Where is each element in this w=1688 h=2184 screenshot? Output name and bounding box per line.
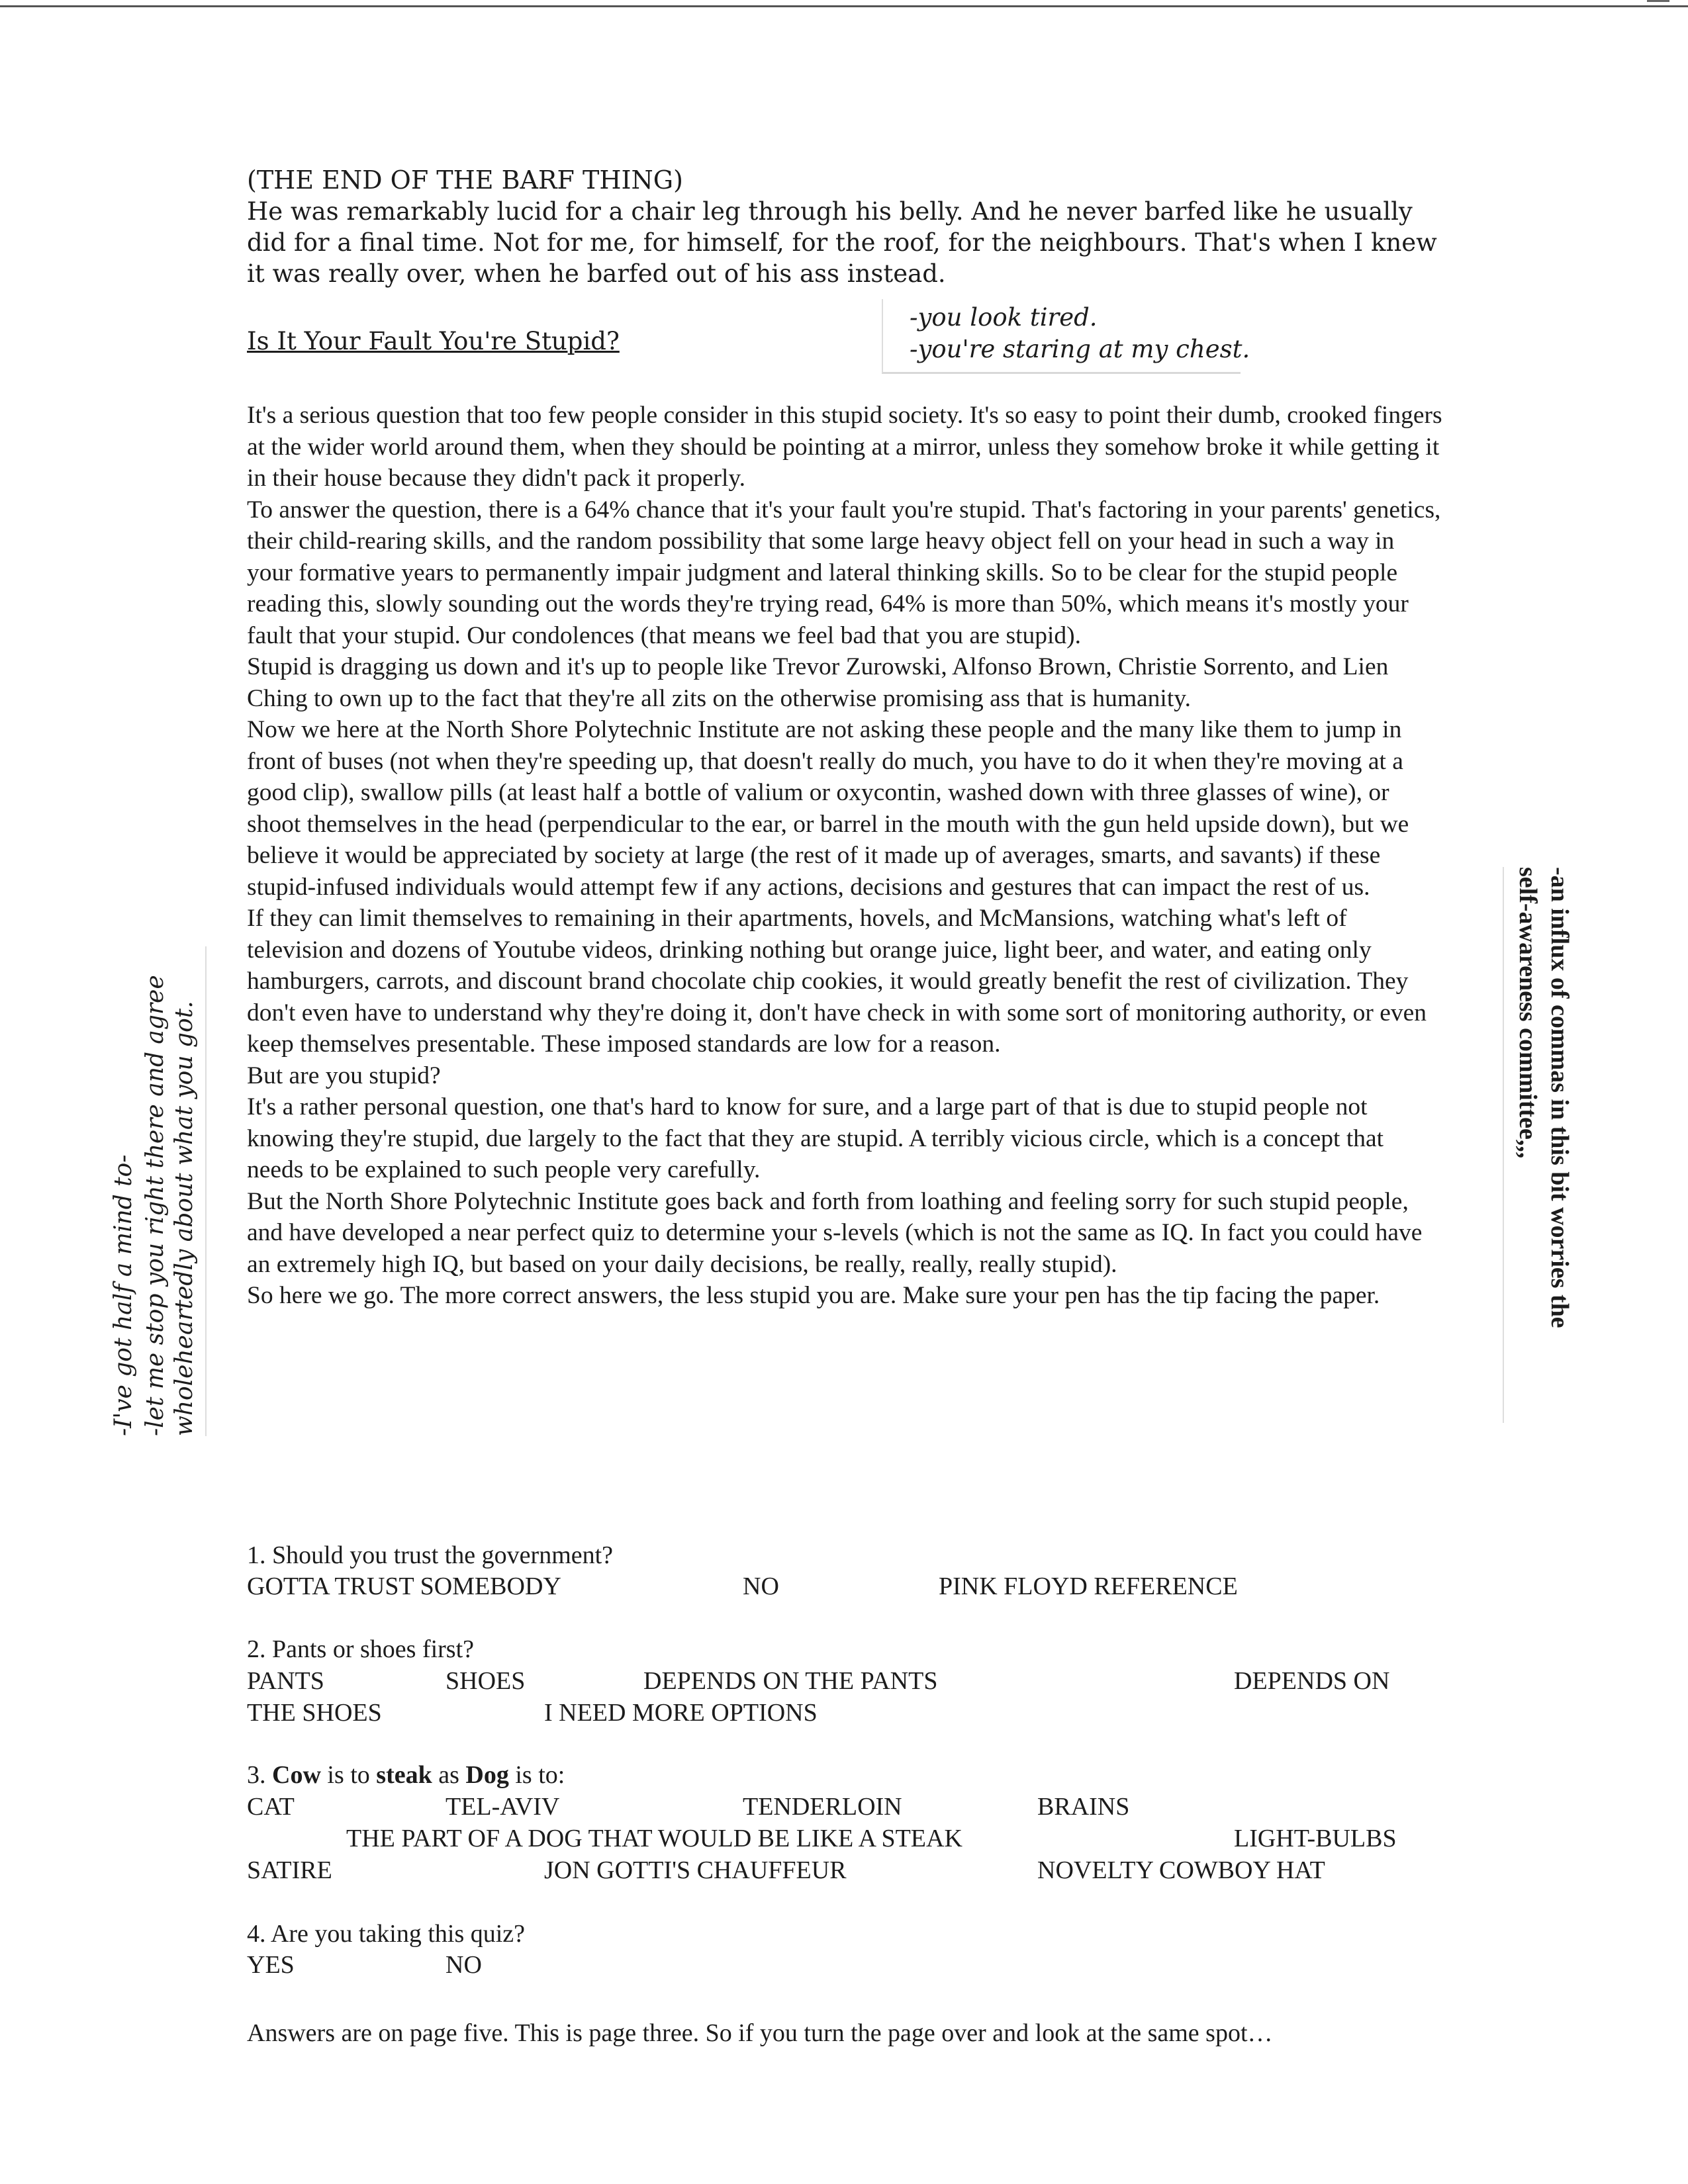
question-text: as <box>432 1761 466 1789</box>
answer-option: JON GOTTI'S CHAUFFEUR <box>544 1856 847 1884</box>
scan-top-mark <box>1647 0 1669 2</box>
note-left-line-2: -let me stop you right there and agree <box>142 975 169 1436</box>
article-title: Is It Your Fault You're Stupid? <box>247 327 620 355</box>
answer-option: NO <box>445 1951 482 1979</box>
question-word: Cow <box>272 1761 321 1789</box>
article-body <box>247 400 1445 1312</box>
body-paragraph: If they can limit themselves to remaining in their apartments, hovels, and McMansions, watching what's left of television and dozens of Youtube videos, drinking nothing but orange juice, light beer, and water, and eating only hamburgers, carrots, and discount brand chocolate chip cookies, it would greatly benefit the rest of civilization. They don't even have to understand why they're doing it, don't have check in with some sort of monitoring authority, or even keep themselves presentable. These imposed standards are low for a reason. <box>247 905 1427 1058</box>
note-top-line-2: -you're staring at my chest. <box>910 335 1250 363</box>
answer-option: TEL-AVIV <box>445 1793 560 1821</box>
intro-paragraph: He was remarkably lucid for a chair leg through his belly. And he never barfed like he usually did for a final time. Not for me, for himself, for the roof, for the neighbours. That's when I knew it was really over, when he barfed out of his ass instead. <box>247 197 1437 288</box>
section-end-heading: (THE END OF THE BARF THING) <box>247 165 683 195</box>
note-right-line-2: self-awareness committee,,, <box>1514 867 1542 1159</box>
answer-option: PINK FLOYD REFERENCE <box>939 1572 1238 1600</box>
body-paragraph: It's a serious question that too few people consider in this stupid society. It's so easy to point their dumb, crooked fingers at the wider world around them, when they should be pointing at a mirror, unless they somehow broke it while getting it in their house because they didn't pack it properly. <box>247 402 1442 492</box>
body-paragraph: To answer the question, there is a 64% chance that it's your fault you're stupid. That's factoring in your parents' genetics, their child-rearing skills, and the random possibility that some large heavy object fell on your head in such a way in your formative years to permanently impair judgment and lateral thinking skills. So to be clear for the stupid people reading this, slowly sounding out the words they're trying read, 64% is more than 50%, which means it's mostly your fault that your stupid. Our condolences (that means we feel bad that you are stupid). <box>247 496 1441 649</box>
page-footer-note: Answers are on page five. This is page three. So if you turn the page over and look at the same spot… <box>247 2019 1273 2047</box>
note-right-line-1: -an influx of commas in this bit worries the <box>1546 867 1573 1328</box>
answer-option: BRAINS <box>1037 1793 1130 1821</box>
answer-option: NO <box>743 1572 779 1600</box>
answer-option: GOTTA TRUST SOMEBODY <box>247 1572 561 1600</box>
answer-option: THE PART OF A DOG THAT WOULD BE LIKE A STEAK <box>346 1825 962 1852</box>
body-paragraph: Now we here at the North Shore Polytechnic Institute are not asking these people and the many like them to jump in front of buses (not when they're speeding up, that doesn't really do much, you have to do it when they're moving at a good clip), swallow pills (at least half a bottle of valium or oxycontin, washed down with three glasses of wine), or shoot themselves in the head (perpendicular to the ear, or barrel in the mouth with the gun held upside down), but we believe it would be appreciated by society at large (the rest of it made up of averages, smarts, and savants) if these stupid-infused individuals would attempt few if any actions, decisions and gestures that can impact the rest of us. <box>247 716 1409 901</box>
question-word: Dog <box>465 1761 509 1789</box>
body-paragraph: But the North Shore Polytechnic Institute goes back and forth from loathing and feeling sorry for such stupid people, and have developed a near perfect quiz to determine your s-levels (which is not the same as IQ. In fact you could have an extremely high IQ, but based on your daily decisions, be really, really, really stupid). <box>247 1187 1423 1278</box>
body-paragraph: But are you stupid? <box>247 1062 441 1089</box>
answer-option: CAT <box>247 1793 295 1821</box>
answer-option: THE SHOES <box>247 1699 382 1727</box>
note-left-line-1: -I've got half a mind to- <box>110 1154 137 1436</box>
answer-option: DEPENDS ON THE PANTS <box>643 1667 938 1695</box>
note-slip-left <box>93 946 207 1436</box>
answer-option: TENDERLOIN <box>743 1793 902 1821</box>
question-text: 4. Are you taking this quiz? <box>247 1920 526 1948</box>
question-text: 2. Pants or shoes first? <box>247 1635 475 1663</box>
answer-option: LIGHT-BULBS <box>1234 1825 1397 1852</box>
note-top-line-1: -you look tired. <box>910 303 1098 332</box>
question-number: 3. <box>247 1761 272 1789</box>
body-paragraph: So here we go. The more correct answers, the less stupid you are. Make sure your pen has the tip facing the paper. <box>247 1282 1380 1309</box>
answer-option: YES <box>247 1951 295 1979</box>
question-text: is to <box>320 1761 377 1789</box>
answer-option: SATIRE <box>247 1856 332 1884</box>
scan-top-edge <box>0 5 1688 7</box>
note-slip-top <box>882 299 1250 374</box>
question-text: is to: <box>508 1761 565 1789</box>
answer-option: DEPENDS ON <box>1234 1667 1390 1695</box>
question-text: 1. Should you trust the government? <box>247 1541 614 1569</box>
answer-option: NOVELTY COWBOY HAT <box>1037 1856 1325 1884</box>
body-paragraph: Stupid is dragging us down and it's up to people like Trevor Zurowski, Alfonso Brown, Christie Sorrento, and Lien Ching to own up to the fact that they're all zits on the otherwise promising ass that is humanity. <box>247 653 1389 712</box>
note-slip-right <box>1503 867 1583 1423</box>
question-word: steak <box>376 1761 432 1789</box>
answer-option: PANTS <box>247 1667 324 1695</box>
note-left-line-3: wholeheartedly about what you got. <box>171 1001 198 1436</box>
answer-option: SHOES <box>445 1667 526 1695</box>
answer-option: I NEED MORE OPTIONS <box>544 1699 818 1727</box>
body-paragraph: It's a rather personal question, one that's hard to know for sure, and a large part of that is due to stupid people not knowing they're stupid, due largely to the fact that they are stupid. A terribly vicious circle, which is a concept that needs to be explained to such people very carefully. <box>247 1093 1384 1183</box>
quiz-question-3 <box>247 1760 565 1790</box>
